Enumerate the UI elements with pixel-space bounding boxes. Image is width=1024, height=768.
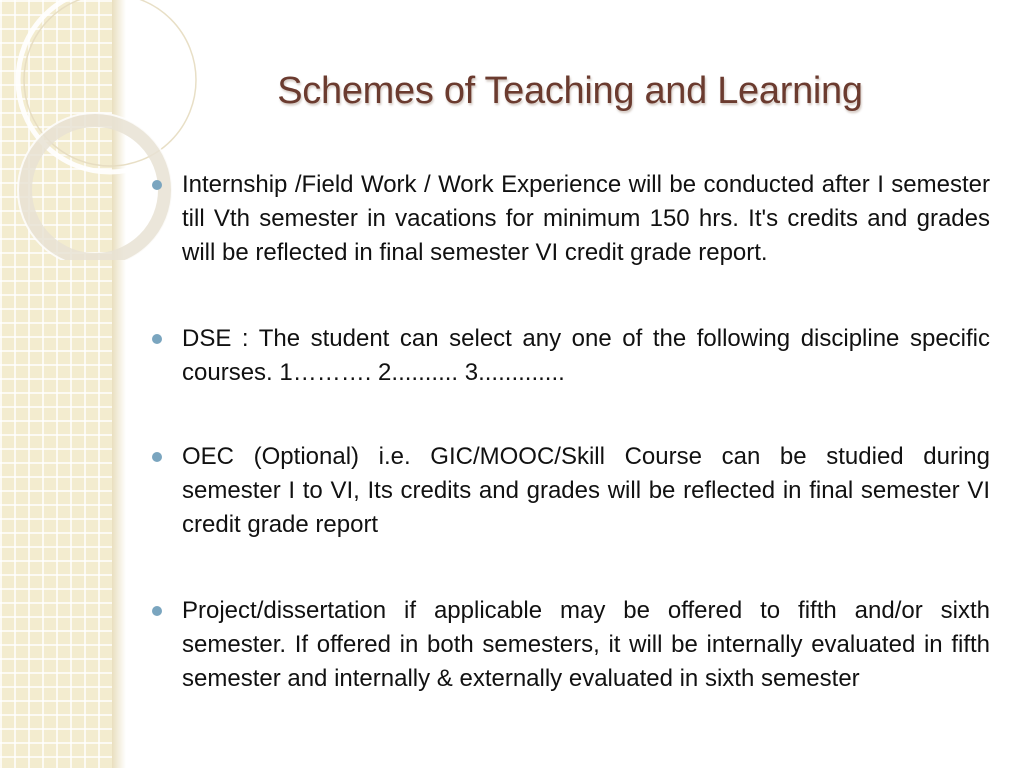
bullet-marker-icon — [152, 606, 162, 616]
decorative-ring-small — [25, 120, 165, 260]
bullet-text: DSE : The student can select any one of the following discipline specific courses. 1………. 2.......... 3............. — [182, 325, 990, 386]
bullet-marker-icon — [152, 452, 162, 462]
bullet-marker-icon — [152, 180, 162, 190]
bullet-dse — [150, 322, 990, 390]
bullet-text: Project/dissertation if applicable may be offered to fifth and/or sixth semester. If offered in both semesters, it will be internally evaluated in fifth semester and internally & externally evaluated in sixth semester — [182, 597, 990, 692]
bullet-text: Internship /Field Work / Work Experience will be conducted after I semester till Vth semester in vacations for minimum 150 hrs. It's credits and grades will be reflected in final semester VI credit grade report. — [182, 171, 990, 266]
bullet-marker-icon — [152, 334, 162, 344]
bullet-text: OEC (Optional) i.e. GIC/MOOC/Skill Course can be studied during semester I to VI, Its credits and grades will be reflected in final semester VI credit grade report — [182, 443, 990, 538]
bullet-internship — [150, 168, 990, 270]
bullet-list — [150, 168, 990, 748]
slide-title: Schemes of Teaching and Learning — [277, 70, 863, 112]
bullet-oec — [150, 440, 990, 542]
bullet-project — [150, 594, 990, 696]
